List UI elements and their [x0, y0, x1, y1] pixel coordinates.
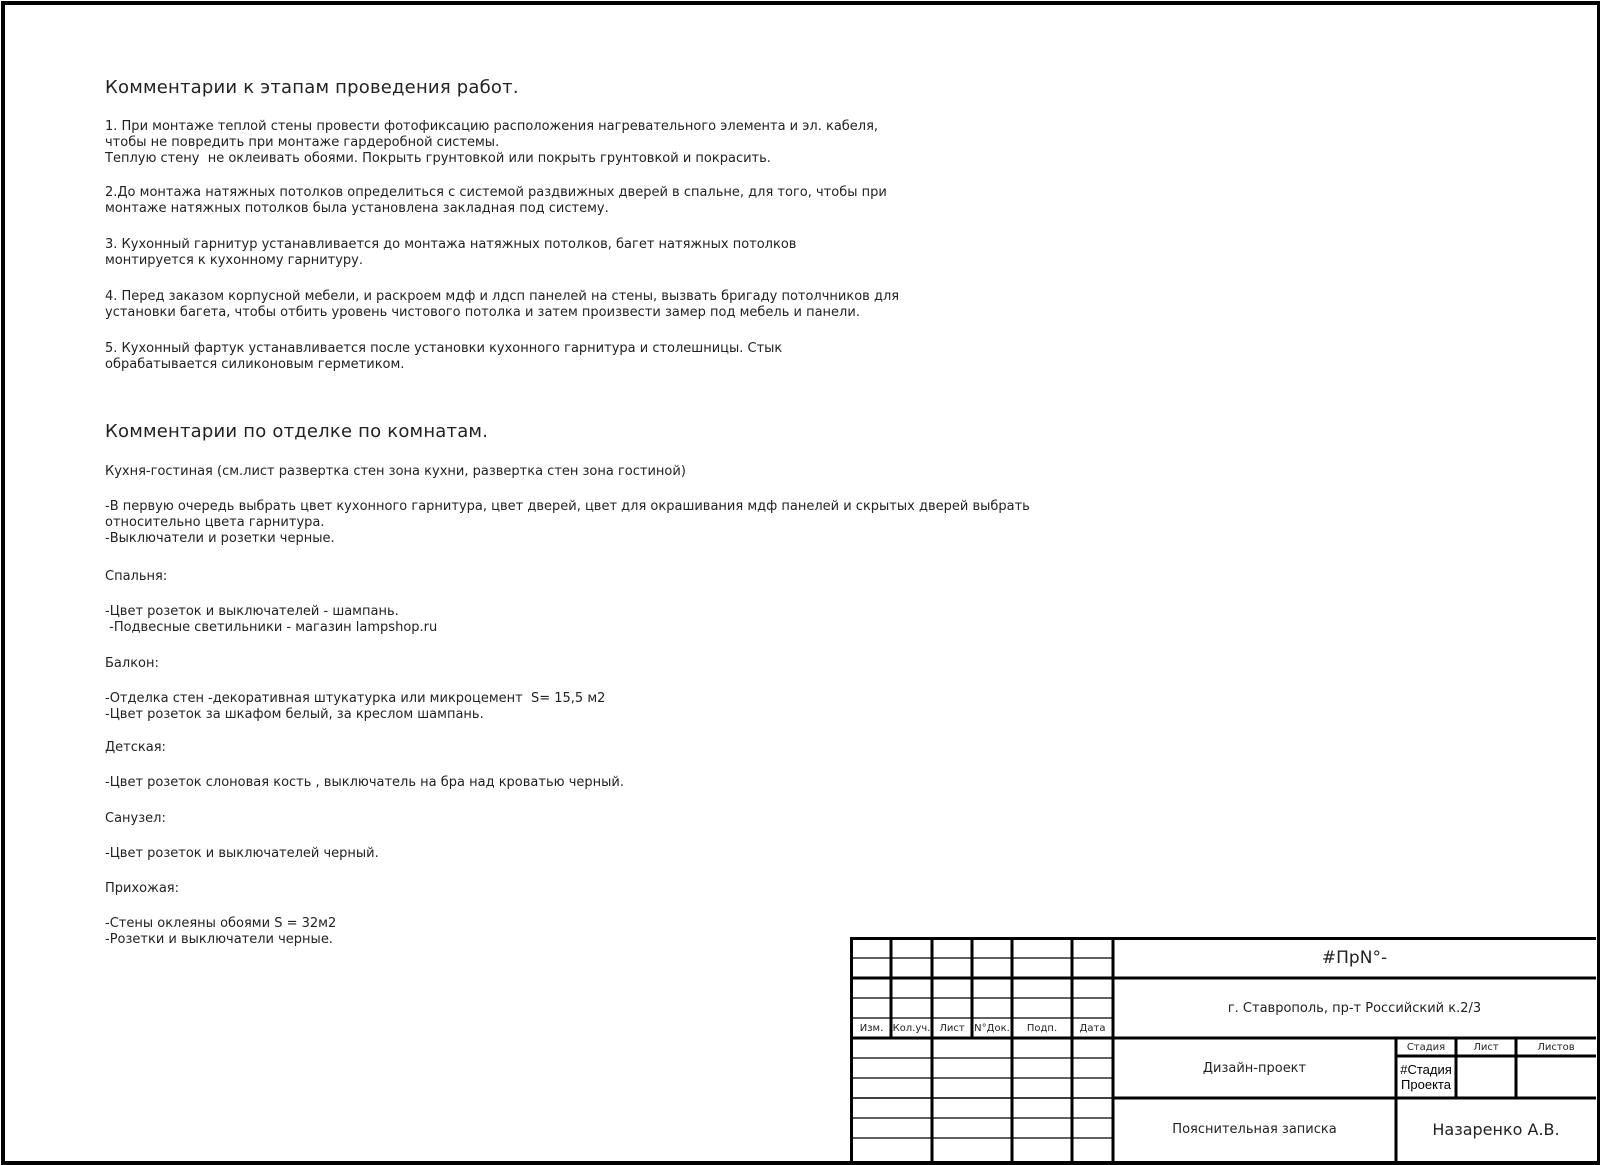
- sheet-label: Лист: [1473, 1041, 1499, 1053]
- room-title-hallway: Прихожая:: [105, 881, 180, 896]
- stage-note-1: 1. При монтаже теплой стены провести фотофиксацию расположения нагревательного элемента и эл. кабеля, чтобы не повредить при монтаже гардеробной системы. Теплую стену не оклеивать обоями. Покрыть грунтовкой или покрыть грунтовкой и покрасить.: [105, 119, 879, 167]
- sheet-name: Пояснительная записка: [1172, 1122, 1337, 1137]
- kitchen-notes: -В первую очередь выбрать цвет кухонного гарнитура, цвет дверей, цвет для окрашивания мдф панелей и скрытых дверей выбрать относительно цвета гарнитура. -Выключатели и розетки черные.: [105, 499, 1030, 547]
- col-label-sign: Подп.: [1026, 1023, 1058, 1034]
- stage-label: Стадия: [1406, 1041, 1446, 1053]
- room-notes-balcony: -Отделка стен -декоративная штукатурка или микроцемент S= 15,5 м2 -Цвет розеток за шкафом белый, за креслом шампань.: [105, 691, 606, 723]
- project-type: Дизайн-проект: [1202, 1060, 1307, 1076]
- room-notes-bathroom: -Цвет розеток и выключателей черный.: [105, 846, 379, 861]
- kitchen-intro: Кухня-гостиная (см.лист развертка стен зона кухни, развертка стен зона гостиной): [105, 464, 686, 479]
- project-code: #ПрN°-: [1321, 947, 1388, 968]
- stage-note-2: 2.До монтажа натяжных потолков определиться с системой раздвижных дверей в спальне, для того, чтобы при монтаже натяжных потолков была установлена закладная под систему.: [105, 185, 887, 217]
- stage-note-3: 3. Кухонный гарнитур устанавливается до монтажа натяжных потолков, багет натяжных потолков монтируется к кухонному гарнитуру.: [105, 237, 797, 269]
- project-address: г. Ставрополь, пр-т Российский к.2/3: [1227, 1000, 1482, 1016]
- stage-note-4: 4. Перед заказом корпусной мебели, и раскроем мдф и лдсп панелей на стены, вызвать бригаду потолчников для установки багета, чтобы отбить уровень чистового потолка и затем произвести замер под мебель и панели.: [105, 289, 900, 321]
- room-title-balcony: Балкон:: [105, 656, 159, 671]
- section-heading-stages: Комментарии к этапам проведения работ.: [105, 77, 519, 98]
- col-label-doc: N°Док.: [974, 1023, 1010, 1034]
- col-label-date: Дата: [1079, 1023, 1106, 1034]
- room-title-kids: Детская:: [105, 740, 166, 755]
- col-label-izm: Изм.: [859, 1023, 884, 1034]
- author-name: Назаренко А.В.: [1432, 1120, 1560, 1139]
- room-notes-hallway: -Стены оклеяны обоями S = 32м2 -Розетки и выключатели черные.: [105, 916, 337, 948]
- room-title-bathroom: Санузел:: [105, 811, 166, 826]
- section-heading-rooms: Комментарии по отделке по комнатам.: [105, 421, 489, 442]
- room-notes-bedroom: -Цвет розеток и выключателей - шампань. -Подвесные светильники - магазин lampshop.ru: [105, 604, 438, 636]
- title-block: [850, 937, 1596, 1161]
- sheets-count-label: Листов: [1537, 1041, 1575, 1053]
- col-label-list: Лист: [939, 1023, 965, 1034]
- stage-value: #Стадия Проекта: [1400, 1062, 1452, 1092]
- stage-note-5: 5. Кухонный фартук устанавливается после установки кухонного гарнитура и столешницы. Стык обрабатывается силиконовым герметиком.: [105, 341, 783, 373]
- col-label-kol-uch: Кол.уч.: [892, 1023, 931, 1034]
- room-notes-kids: -Цвет розеток слоновая кость , выключатель на бра над кроватью черный.: [105, 775, 624, 790]
- room-title-bedroom: Спальня:: [105, 569, 168, 584]
